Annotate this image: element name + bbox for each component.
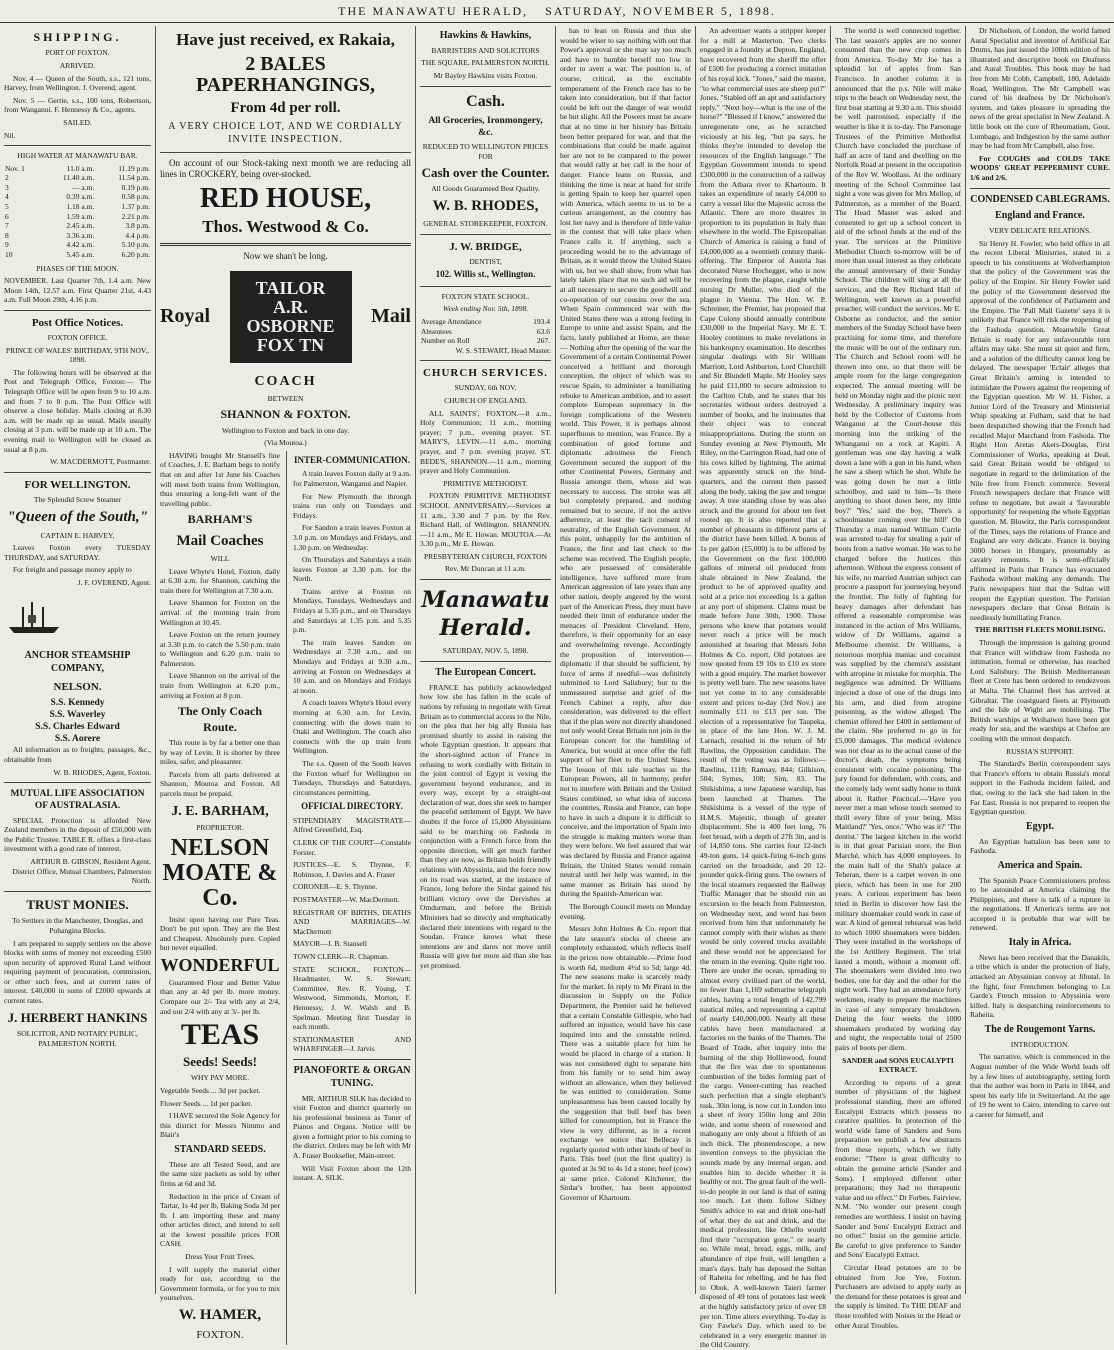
column-4 — [560, 26, 691, 1294]
coach-leave-1: Leave Whyte's Hotel, Foxton, daily at 6.30 a.m. for Shannon, catching the train there for Wellington at 7.30 a.m. — [160, 566, 280, 595]
ship-name: S.S. Kennedy — [50, 697, 105, 708]
mutual-text: SPECIAL Protection is afforded New Zealand members in the deposit of £50,000 with the Public Trustee. TABLE R. offers a first-class investment with a good rate of interest. — [4, 815, 151, 854]
hawkins-address: THE SQUARE, PALMERSTON NORTH. — [421, 58, 550, 68]
masthead — [0, 0, 1114, 23]
coach-label: COACH — [254, 373, 317, 389]
will-label: WILL — [210, 553, 230, 563]
having-text: HAVING bought Mr Stansell's line of Coaches, J. E. Barham begs to notify that on and after 1st June his Coaches will meet both trains from Wellington, thus ensuring a long-felt want of the travelling public. — [160, 450, 280, 508]
directory-entry: POSTMASTER—W. MacDermott. — [293, 895, 400, 905]
ad-paperhangings-l4: A VERY CHOICE LOT, AND WE CORDIALLY INVITE INSPECTION. — [168, 120, 403, 145]
tide-row: 2 11.40 a.m. 11.54 p.m. — [5, 173, 150, 183]
tide-heading: HIGH WATER AT MANAWATU BAR. — [17, 151, 138, 161]
steamer-sub: The Splendid Screw Steamer — [33, 494, 122, 504]
concert-text: FRANCE has publicly acknowledged how low she has fallen in the scale of nations by refusing to negotiate with Great Britain as to commercial access to the Nile, on the plea that her big ally Russia has promised shortly to assist in raising the whole Egyptian question. It appears that the short-sighted action of France in refusing to work cordially with Britain in the joint control of Egypt is vexing the government beyond endurance, and in every way, except by a straight-out declaration of war, does she seek to hamper the peaceful settlement of Egypt. We have doubts if the force of 15,000 Abyssinians said to be marching on Fashoda in conjunction with a French force from the opposite direction, will get much further than they are now, as Britain holds friendly relations with Abyssinia, and the force now on its road was started, at the instance of France, long before the Sirdar gained his brilliant victory over the Dervishes at Omdurman, and before the British Ministers had so directly and emphatically declared their intentions with regard to the Soudan. France knows what these intentions are and dares not move until Russia will give her more aid than she has yet promised. — [420, 682, 551, 970]
hawkins-sub: BARRISTERS AND SOLICITORS — [431, 45, 540, 55]
post-office-text: The following hours will be observed at the Post and Telegraph Office, Foxton:— The Telegraph Office will be open from 9 to 10 a.m. and from 7 to 8 p.m. The Post Office will observe a close holiday. Mails closing at 8.30 a.m. will be made up as usual. Mails usually closing at 3 p.m. will be made up at 10 a.m. The evening mail to Wellington will be closed as usual at 8 p.m. — [4, 367, 151, 454]
news-items: The world is well connected together. The last season's apples are no sooner consumed than the new crop comes in from America. To-day Mr Joe has a splendid lot of apples from San Francisco. In another column it is announced that the p.s. Nile will make trips to the beach on Wednesday next, the first boat starting at 9.30 a.m. This should be well patronised, especially if the weather is like it is to-day. The Parsonage Trustees of the Primitive Methodist Church have concluded the purchase of half an acre of land and dwelling on the Norfolk Road at present in the occupation of the Rev W. Woollass. At the ordinary meeting of the School Committee last night a vote was given for Mrs Mellop, of Palmerston, as a member of the Board. The Head Master was asked and consented to get up a school concert in aid of the school funds at the end of the year. The services at the Primitive Methodist Church to-morrow will be of more than usual interest as they celebrate the annual anniversary of their Sunday School. The children will sing at all the services, and the Rev Richard Hall of Wellington, well known as a powerful preacher, will conduct the services. Mr E. Osborne as conductor, and the senior members of the Sunday School have been practising for some time, and therefore the music will be out of the ordinary run. The Church and School room will be thrown into one, so that there will be ample room for the large congregation expected. The annual meeting will be held on Monday night and the picnic next Wednesday. A preliminary inquiry was held by the Collector of Customs from Wanganui at the Court-house this morning into the striking of the Whanganui on a rock at Kapiti. A gentleman was one day having a walk down a lane with a gun in his hand, when he saw a sheep which he shot. While he was going down he met a little schoolboy, and said to him—'Is there anything to shoot down here, my little boy?' 'Yes,' said the boy, 'There's a schoolmaster coming over the hill!' On Thursday a man named William Currie was arrested to-day for stealing a pair of boots from a native woman. He was to be charged before the Justices this afternoon. Without the express consent of his wife, no married Austrian subject can procure a passport for journeying beyond the frontier. The folly of fighting for heavy damages after defendant has offered a reasonable compromise was instanced in the action of Mrs Williams, widow of Dr Williams, against a Melbourne chemist. Dr Williams, a notorious morphia maniac and cocainist was supplied by the chemist's assistant with atropine in mistake for morphia. The negligence was admitted. Dr Williams injected a dose of one of the drugs into his arm, and died from atropine poisoning, as the widow alleged. The chemist offered her £400 in settlement of the claim. She preferred to go in for £5,000 damages. The medical evidence was not clear as to the actual cause of the doctor's death, the symptoms being consistent with cocaine poisoning. The jury found for defendant, with costs, and the comely lady went sadly home to think about it. Rather Practical.—'Have you never met a man whose touch seemed to thrill every fibre of your being, Miss Maitland?' 'Yes, once.' 'Who was it?' 'The dentist.' The largest kitchen in the world is in that great Parisian store, the Bon Marché, which has 4,000 employees. In the main hall of the Shah's palace at Teheran, there is a carpet woven in one piece, which has been in use for 200 years. A curious experiment has been tried in Berlin to discover how fast the military shoemaker could work in case of war. A kind of general rehearsal was held to which 1000 shoemakers were bidden. They were installed in the workshops of the 1st Artillery Regiment. The trial lasted a month, without a moment off. The shoemakers were divided into two bodies, one for day and the other for the night work. They had an attendance forty workmen, ready to prepare the machines in case of any temporary breakdown. During the four weeks the 1000 shoemakers produced by working day and night, the respectable total of 2500 pairs of boots per diem. — [835, 26, 961, 1052]
tide-row: 7 2.45 a.m. 3.8 p.m. — [5, 221, 150, 231]
directory-entry: TOWN CLERK—R. Chapman. — [293, 951, 389, 961]
ships-list — [4, 697, 151, 746]
trust-heading: TRUST MONIES. — [26, 896, 129, 912]
between-label: BETWEEN — [267, 393, 304, 403]
dress-text: I will supply the material either ready for use, according to the Government formula, or for you to mix yourselves. — [160, 1264, 280, 1303]
red-house-heading: RED HOUSE, — [199, 182, 372, 214]
column-6 — [835, 26, 961, 1330]
column-7 — [970, 26, 1110, 1294]
shannon-foxton: SHANNON & FOXTON. — [220, 407, 351, 422]
moon-phases: NOVEMBER. Last Quarter 7th, 1.4 a.m. New Moon 14th, 12.57 a.m. First Quarter 21st, 4.43 a.m. Full Moon 29th, 4.16 p.m. — [4, 276, 151, 305]
directory-entry: JUSTICES—E. S. Thynne, F. Robinson, J. Davies and A. Fraser — [293, 860, 411, 879]
rougemont-text: The narrative, which is commenced in the August number of the Wide World leads off by a few lines of autobiography, setting forth that the author was born in Paris in 1844, and spent his early life in Switzerland. At the age of 19 he went to Cairo, intending to carve out a career for himself, and — [970, 1052, 1110, 1119]
dress-heading: Dress Your Fruit Trees. — [185, 1252, 255, 1262]
flower-seeds: Flower Seeds ... 1d per packet. — [160, 1098, 253, 1108]
column-rule — [155, 26, 156, 1294]
train-text: On Thursdays and Saturdays a train leaves Foxton at 3.30 p.m. for the North. — [293, 555, 411, 584]
post-office-holiday: PRINCE OF WALES' BIRTHDAY, 9TH NOV., 1898. — [5, 345, 150, 365]
italy-text: News has been received that the Danakils, a tribe which is under the protection of Italy, attacked an Abyssinian convoy at Jibutal. In the fight, four Frenchmen belonging to Lu Garde's French mission to Abyssinia were killed. Italy is despatching reinforcements to Raheita. — [970, 952, 1110, 1020]
hawkins-visit: Mr Bayley Hawkins visits Foxton. — [433, 70, 538, 80]
arrived-label: ARRIVED. — [59, 60, 96, 70]
freight-text: For freight and passage money apply to — [13, 565, 132, 575]
inter-communication: INTER-COMMUNICATION. — [293, 454, 411, 465]
standard-seeds: STANDARD SEEDS. — [174, 1143, 266, 1155]
hamer-name: W. HAMER, — [178, 1307, 262, 1324]
why-pay: WHY PAY MORE. — [190, 1073, 250, 1083]
news-items: Messrs John Holmes & Co. report that the late season's stocks of cheese are completely exhausted, which reflects itself in the prices now obtainable.—Prime food is worth 6d, medium 4½d to 5d; large 4d. The new seasons make is scarcely ready for the market. In reply to Mr Pirani in the discussion in Supply on the Police Department, the Premier said he believed that a certain Constable Gillespie, who had suffered an injustice, would have his case inquired into and the constable retired. There was a suitable place for him he would be placed in charge of a station. It was not considered right to separate him from his family or to send him away without an allowance, when they believed he was entitled to consideration. Some unpleasantness has been caused locally by the suggestion that bull beef has been killed for consumption, but in France the view is very different, as in a recent exchange we notice that Bellecay is regularly quoted with other kinds of beef in Paris. This beef (not the first quality) is quoted at 3s 9d to 4s 1d a stone; beef (cow) at same price. Colonel Kitchener, the Sirdar's brother, has been appointed Governor of Khartoum. — [560, 924, 691, 1202]
masthead-date: SATURDAY, NOVEMBER 5, 1898. — [545, 4, 776, 18]
train-text: For Sandon a train leaves Foxton at 3.0 p.m. on Mondays and Fridays, and 1.30 p.m. on Wednesday. — [293, 523, 411, 552]
train-text: Trains arrive at Foxton on Mondays, Tuesdays, Wednesdays and Fridays at 5.35 p.m., and on Thursdays and Saturdays at 1.35 p.m. and 5.35 p.m. — [293, 586, 411, 635]
train-text: The train leaves Sandon on Wednesdays at 7.30 a.m., and on Mondays and Fridays at 9.30 a.m., arriving at Foxton on Wednesdays at 10 a.m. and on Mondays and Fridays at noon. — [293, 637, 411, 695]
school-week: Week ending Nov. 5th, 1898. — [442, 304, 529, 314]
train-text: A coach leaves Whyte's Hotel every morning at 6.30 a.m. for Levin, connecting with the down train to Otaki and Wellington. The coach also connects with the up train from Wellington. — [293, 698, 411, 756]
ship-name: S.S. Waverley — [49, 709, 106, 720]
america-spain-heading: America and Spain. — [997, 859, 1083, 871]
counter: Cash over the Counter. — [421, 164, 550, 180]
post-office-sub: FOXTON OFFICE. — [47, 333, 108, 343]
standard-text: These are all Tested Seed, and are the same size packets as sold by other firms at 6d and 3d. — [160, 1159, 280, 1188]
barham-name: J. E. BARHAM, — [171, 803, 269, 819]
directory-entry: CORONER—E. S. Thynne. — [293, 882, 378, 892]
church-heading: CHURCH SERVICES. — [422, 367, 549, 380]
directory-entry: STIPENDIARY MAGISTRATE—Alfred Greenfield, Esq. — [293, 815, 411, 835]
tide-row: 9 4.42 a.m. 5.10 p.m. — [5, 240, 150, 250]
wellington-heading: FOR WELLINGTON. — [24, 478, 131, 491]
wonderful-text: Guaranteed Flour and Better Value than any at 4d per lb. more money. Compare our 2/- Tea with any at 2/4, and our 2/4 with any at 3/- per lb. — [160, 977, 280, 1016]
anchor-agent: W. B. RHODES, Agent, Foxton. — [53, 767, 151, 777]
silk-text: MR. ARTHUR SILK has decided to visit Foxton and district quarterly on his professional business as Tuner of Pianos and Organs. Notice will be given a fortnight prior to his coming to the district. Orders may be left with Mr A. Fraser Bookseller, Main-street. — [293, 1093, 411, 1161]
train-text: The s.s. Queen of the South leaves the Foxton wharf for Wellington on Tuesdays, Thursdays and Saturdays, circumstances permitting. — [293, 758, 411, 797]
church-date: SUNDAY, 6th NOV. — [454, 383, 517, 393]
nelson-moate-text: Insist upon having our Pure Teas. Don't be put upon. They are the Best and Cheapest. Absolutely pure. Copied but never equalled. — [160, 914, 280, 953]
silk-text: Will Visit Foxton about the 12th instant. A. SILK. — [293, 1163, 411, 1183]
agency-text: I HAVE secured the Sole Agency for this district for Messrs Nimmo and Blair's — [160, 1111, 280, 1140]
presb-text: Rev. Mr Duncan at 11 a.m. — [445, 564, 526, 574]
potatoes-text: Circular Head potatoes are to be obtained from Joe Yee, Foxton. Purchasers are advised to apply early as the demand for these potatoes is great and the supply is limited. To THE DEAF and those troubled with Noises in the Head or other Aural Troubles. — [835, 1263, 961, 1330]
column-3 — [420, 26, 551, 1294]
primitive-text: FOXTON PRIMITIVE METHODIST SCHOOL ANNIVERSARY.—Services at 11 a.m., 3.30 and 7 p.m. by the Rev. Richard Hall, of Wellington. SHANNON.—11 a.m., Mr E. Howan. MOUTOA.—At 3.30 p.m., Mr E. Howan. — [420, 491, 551, 549]
pianoforte-heading: PIANOFORTE & ORGAN TUNING. — [293, 1064, 411, 1089]
parcels-text: Parcels from all parts delivered at Shannon, Moutoa and Foxton. All parcels must be prepaid. — [160, 769, 280, 798]
veg-seeds: Vegetable Seeds ... 3d per packet. — [160, 1085, 261, 1095]
moon-heading: PHASES OF THE MOON. — [36, 263, 119, 273]
england-france-heading: England and France. — [995, 210, 1085, 222]
column-rule — [415, 26, 416, 1294]
column-2 — [160, 26, 411, 1342]
school-heading: FOXTON STATE SCHOOL. — [441, 291, 530, 301]
masthead-title: THE MANAWATU HERALD, — [338, 4, 529, 18]
hamer-location: FOXTON. — [196, 1329, 244, 1342]
groceries: All Groceries, Ironmongery, &c. — [428, 116, 543, 139]
hawkins-heading: Hawkins & Hawkins, — [439, 30, 532, 41]
reduced: REDUCED TO WELLINGTON PRICES FOR — [422, 142, 549, 161]
anchor-text: All information as to freights, passages, &c., obtainable from — [4, 745, 151, 765]
hankins-sub: SOLICITOR, AND NOTARY PUBLIC, PALMERSTON NORTH. — [17, 1029, 138, 1048]
fleet-heading: THE BRITISH FLEETS MOBILISING. — [974, 625, 1106, 635]
directory-entry: MAYOR—J. B. Stansell — [293, 939, 367, 949]
tide-row: 3 — a.m. 0.19 p.m. — [5, 182, 150, 192]
russia-text: The Standard's Berlin correspondent says that France's efforts to obtain Russia's moral support in the Fashoda incident failed, and that, owing to the lack she had taken in the Far East, Russia is not prepared to reopen the Egyptian question. — [970, 759, 1110, 817]
tide-row: Nov. 1 11.0 a.m. 11.19 p.m. — [5, 163, 150, 173]
coach-leave-3: Leave Foxton on the return journey at 3.30 p.m. to catch the 5.50 p.m. train to Wellington and 6.20 p.m. train to Palmerston. — [160, 630, 280, 668]
cablegrams-heading: CONDENSED CABLEGRAMS. — [970, 193, 1110, 205]
via-moutoa: (Via Moutoa.) — [264, 438, 307, 448]
egypt-text: An Egyptian battalion has been sent to Fashoda. — [970, 836, 1110, 856]
sanders-text: According to reports of a great number of physicians of the highest professional standing, there are offered Eucalypti Extracts which possess no curative qualities. In protection of the world wide fame of Sanders and Sons preparation we publish a few abstracts from these reports, which we fully endorse: "There is great difficulty to obtain the genuine article (Sander and Sons). I employed different other preparations; they had no therapeutic value and no effect." Dr Forbes, Fairview, N.M. "No wonder our present cough remedies are worthless. I insist on having Sander and Sons' Eucalypti Extract and no other." Insist on the genuine article. Be careful to give preference to Sander and Sons' Eucalypti Extract. — [835, 1077, 961, 1260]
head-master: W. S. STEWART, Head Master. — [455, 345, 551, 355]
nelson-moate: NELSON MOATE & Co. — [162, 835, 278, 912]
russia-heading: RUSSIA'S SUPPORT. — [1006, 746, 1074, 756]
rougemont-heading: The de Rougemont Yarns. — [984, 1024, 1096, 1036]
column-rule — [695, 26, 696, 1294]
directory-entry: REGISTRAR OF BIRTHS, DEATHS AND MARRIAGES—W. MacDermott — [293, 907, 411, 936]
dentist-label: DENTIST, — [469, 256, 502, 266]
shan-line: Now we shan't be long. — [243, 250, 328, 261]
royal-label: Royal — [160, 305, 210, 328]
trust-sub: To Settlers in the Manchester, Douglas, and Pohangina Blocks. — [12, 916, 143, 935]
school-table: Average Attendance 193.4 Absentees 63.6 Number on Roll 267. — [421, 316, 550, 346]
steamer-name: "Queen of the South," — [7, 509, 148, 526]
mail-label: Mail — [371, 305, 411, 328]
fleet-text: Through the impression is gaining ground that France will withdraw from Fashoda no intimation, formal or otherwise, has reached Lord Salisbury. The British Mediterranean fleet at Crete has been ordered to rendezvous at Malta. The Channel fleet has arrived at Gibraltar. The coastguard fleets at Plymouth and the Isle of Wight are mobilising. The British warships at Weihaiwei have been got ready for sea, and the warships at Chefoo are cooling with the utmost despatch. — [970, 638, 1110, 743]
england-france-sub: VERY DELICATE RELATIONS. — [988, 226, 1091, 236]
tailor-logo: TAILOR A.R. OSBORNE FOX TN — [230, 271, 352, 363]
hankins-name: J. HERBERT HANKINS — [7, 1009, 148, 1025]
coach-leave-2: Leave Shannon for Foxton on the arrival of the morning train from Wellington at 10.45. — [160, 598, 280, 627]
rhodes-name: W. B. RHODES, — [432, 197, 539, 214]
herald-date: SATURDAY, NOV. 5, 1898. — [442, 646, 529, 656]
sailed-nil: Nil. — [4, 130, 16, 140]
rougemont-intro: INTRODUCTION. — [1010, 1039, 1070, 1049]
church-england: CHURCH OF ENGLAND. — [444, 395, 527, 405]
train-text: For New Plymouth the through trains run only on Tuesdays and Fridays. — [293, 491, 411, 520]
ship-icon — [4, 597, 64, 637]
tide-row: 6 1.59 a.m. 2.21 p.m. — [5, 211, 150, 221]
directory-entry: STATIONMASTER AND WHARFINGER—J. Jarvis — [293, 1034, 411, 1054]
sailed-label: SAILED. — [63, 117, 92, 127]
tide-row: 4 0.39 a.m. 0.58 p.m. — [5, 192, 150, 202]
column-rule — [965, 26, 966, 1294]
barham-right — [286, 451, 411, 1345]
captain: CAPTAIN E. HARVEY, — [40, 530, 115, 540]
tide-row: 10 5.45 a.m. 6.20 p.m. — [5, 250, 150, 260]
barham-left — [160, 451, 280, 1345]
trust-text: I am prepared to supply settlers on the above blocks with sums of money not exceeding £500 upon security of approved Rural Land without requiring payment of procuration, commission, or other such fees, and at current rates of interest. £40,000 in sums of £2000 upwards at current rates. — [4, 938, 151, 1006]
directory-entry: CLERK OF THE COURT—Constable Forster. — [293, 838, 411, 857]
bridge-address: 102. Willis st., Wellington. — [435, 269, 536, 280]
only-coach: The Only Coach Route. — [177, 704, 262, 734]
train-text: A train leaves Foxton daily at 9 a.m. for Palmerston, Wanganui and Napier. — [293, 469, 411, 488]
teas-heading: TEAS — [180, 1018, 260, 1052]
stocktaking-text: On account of our Stock-taking next month we are reducing all lines in CROCKERY, being over-stocked. — [160, 157, 411, 180]
column-rule — [555, 26, 556, 1294]
tide-row: 8 3.36 a.m. 4.4 p.m. — [5, 230, 150, 240]
egypt-heading: Egypt. — [1025, 820, 1055, 832]
steamer-schedule: Leaves Foxton every TUESDAY THURSDAY, and SATURDAY. — [4, 543, 151, 562]
ad-paperhangings-l1: Have just received, ex Rakaia, — [176, 30, 395, 49]
nicholson-text: Dr Nicholson, of London, the world famed Aural Specialist and inventor of Artificial Ear Drums, has just issued the 100th edition of his illustrated and descriptive book on Deafness and Aural Troubles. This book may be had free from Mr Cobb, Campbell, 180, Adelaide Road, Wellington. The Mr Campbell was cured of his deafness by Dr Nicholson's system, and takes pleasure in spreading the news of the great specialist in New Zealand. A little book on the cure of Rheumatism, Gout, Lumbago, and Indigestion by the same author may be had from Mr Campbell, also free. — [970, 26, 1110, 151]
concert-heading: The European Concert. — [435, 666, 536, 678]
wonderful-heading: WONDERFUL — [160, 954, 280, 975]
port-name: PORT OF FOXTON. — [45, 48, 110, 58]
postmaster-signature: W. MACDERMOTT, Postmaster. — [49, 457, 151, 467]
america-spain-text: The Spanish Peace Commissioners profess to be astounded at America claiming the Philippines, and there is talk of a rupture in the negotiations. If America's terms are not accepted it is probable that war will be renewed. — [970, 875, 1110, 933]
presb-heading: PRESBYTERIAN CHURCH, FOXTON — [423, 551, 547, 561]
ad-paperhangings-l2: 2 BALES PAPERHANGINGS, — [195, 52, 376, 96]
primitive-heading: PRIMITIVE METHODIST. — [443, 478, 528, 488]
arrival-entry: Nov. 5 — Gertie, s.s., 100 tons, Robertson, from Wanganui. F. Hennessy & Co., agents. — [4, 95, 151, 115]
ship-name: S.S. Aorere — [54, 734, 101, 745]
westwood-name: Thos. Westwood & Co. — [202, 216, 369, 236]
mutual-heading: MUTUAL LIFE ASSOCIATION OF AUSTRALASIA. — [10, 789, 145, 812]
only-coach-text: This route is by far a better one than by way of Levin. It is shorter by three miles, safer, and pleasanter. — [160, 737, 280, 767]
official-directory: OFFICIAL DIRECTORY. — [301, 801, 403, 812]
royal-mail-row — [160, 265, 411, 369]
barham-heading: BARHAM'S — [187, 512, 253, 527]
shipping-heading: SHIPPING. — [33, 30, 122, 44]
anchor-nelson: NELSON. — [53, 680, 102, 693]
bridge-name: J. W. BRIDGE, — [449, 240, 522, 253]
concert-continued: has to lean on Russia and thus she would be wiser to say nothing with out that Power's approval or she may say too much and have to humble herself too low in order to avert a war. The position is, of course, critical, as the excitable temperament of the French race has to be taken into consideration, but if that factor could be left out the danger of war would be but slight. All the Powers must be aware that at no time in her history has Britain been better prepared for war, and that the combinations that could be made against her are not to be compared to the power that would rally at her call in the hour of danger. France leans on Russia, and thinking the time is near at hand for strife is getting Spain to keep her quarrel open with America, which seems to us to be a curious arrangement, as the country has lost her navy and is therefore of little value in the contest that will take place when France calls it. If anything, such a proceeding would be to the advantage of Britain, as it would throw the United States with us, but we shall show, from what has lately taken place that no such aid will be at all necessary to secure the goodwill and co-operation of our cousins over the sea. When Spain commenced war with the United States there was a strong feeling in Europe to unite and assist Spain, and the facts, lately published at Home, are these:— Nothing after the opening of the war the Government of a certain Continental Power conceived a brilliant and thorough conception, the object of which was to rescue Spain, to administer a humiliating rebuke to American ambition, and to assert complete European supremacy in the foreign complications of the Western world. This Power, it is perhaps almost superfluous to mention, was France. By a combination of good fortune and diplomatic adroitness the French Government secured the support of the other Continental Powers, Germany and Russia amongst them, whose aid was necessary to success. The stroke was all but completely prepared, and nothing remained but to secure, if not the active adherence, at least the tacit consent of neutrality, of the English Government. At this point, unhappily for the ambition of France, the first and last check to the scheme was received. The English people, who are possessed of considerable intelligence, have suffered more from American aggression of late years than any other nation, deeply angered by the worst part of the American Press, they must have needed their limit of endurance under the menaces of President Cleveland. Here, therefore, is their opportunity for an easy and overwhelming revenge. Accordingly the proposition of intervention—diplomatic if that should be sufficient, by force of arms if needful—was definitely submitted to Lord Salisbury; but to the unmeasured surprise and grief of the French Cabinet a reply, after due consideration, was delivered to the effect that if the plan were not directly abandoned not only would Great Britain not join in the European concert for the humbling of America, but would at once offer the full support of her fleet to the United States. The lesson of this tale teaches us the European Powers, all in harmony, prefer not to interfere with Britain and the United States combined, so what idea of success the countries, Russia and France, can hope to have in such a dispute it is difficult to conceive, and the importation of Spain into the struggle is making matters worse than they were before. We feel assured that war was declared by Russia and France against Britain, the United States would remain neutral until her help was wanted, in the same manner as Britain has stood by during the Spanish-American war. — [560, 26, 692, 899]
freight-agent: J. F. OVEREND, Agent. — [77, 578, 151, 588]
arrival-entry: Nov. 4 — Queen of the South, s.s., 121 tons, Harvey, from Wellington. J. Overend, agent. — [4, 73, 151, 93]
anchor-heading: ANCHOR STEAMSHIP COMPANY, — [24, 650, 131, 674]
church-text: ALL SAINTS', FOXTON.—8 a.m., Holy Communion; 11 a.m., morning prayer; 7 p.m., evening prayer. ST. MARY'S, LEVIN.—11 a.m., morning prayer, and 7 p.m. evening prayer. ST. BEDE'S, SHANNON.—11 a.m., morning prayer and Holy Communion. — [420, 408, 551, 476]
italy-heading: Italy in Africa. — [1008, 937, 1072, 949]
coughs-ad: For COUGHS and COLDS TAKE WOODS' GREAT PEPPERMINT CURE. 1/6 and 2/6. — [970, 153, 1110, 182]
post-office-heading: Post Office Notices. — [31, 317, 124, 330]
column-5 — [700, 26, 827, 1350]
tide-table — [4, 164, 151, 260]
column-1 — [4, 26, 151, 1294]
herald-title: Manawatu Herald. — [421, 587, 550, 642]
seeds-heading: Seeds! Seeds! — [182, 1053, 258, 1069]
reduction-text: Reduction in the price of Cream of Tartar, 1s 4d per lb, Baking Soda 3d per lb. I am importing these and many other articles direct, and intend to sell at the lowest possible prices FOR CASH. — [160, 1191, 280, 1249]
cash-heading: Cash. — [466, 92, 505, 110]
directory-entry: STATE SCHOOL, FOXTON—Headmaster, W. S. Stewart; Committee, Rev. R. Young, T. Westwood, Simmonds, Morton, F. Hennessy, J. W. Walsh and B. Spelman. Meeting first Tuesday in each month. — [293, 964, 411, 1032]
storekeeper: GENERAL STOREKEEPER, FOXTON. — [423, 218, 548, 228]
ship-name: S.S. Charles Edward — [35, 722, 120, 733]
borough-council: The Borough Council meets on Monday evening. — [560, 902, 691, 921]
tide-row: 5 1.18 a.m. 1.37 p.m. — [5, 202, 150, 212]
coach-text: Wellington to Foxton and back in one day. — [221, 425, 350, 435]
proprietor-label: PROPRIETOR. — [196, 823, 244, 833]
ad-paperhangings-l3: From 4d per roll. — [230, 99, 341, 116]
england-france-text: Sir Henry H. Fowler, who held office in all the recent Liberal Ministries, stated in a speech to his constituents at Wolverhampton that the policy of the Government was the policy of the Empire. Sir Henry Fowler said the policy of the Government deserved the approval of the confidence of Parliament and the Empire. The 'Pall Mall Gazette' says it is unlikely that France will risk the reopening of the Fashoda question. Meanwhile Great Britain is ready for any unfavourable turn affairs may take. She must sit quiet and firm, and a solution of the difficulty cannot long be delayed. The newspaper 'Eclair' alleges that Great Britain's arming is intended to intimidate the Powers against the reopening of the Egyptian question. Mr W. H. Fisher, a Junior Lord of the Treasury and Ministerial Whip speaking at Fulham, said that he had been despatched showing that the French had recalled Major Marchand from Fashoda. The Right Hon Aretas Akers-Douglas, First Commissioner of Works, speaking at Deal, said Great Britain would be obliged to negotiate in regard to the delimitation of the Nile free from French commerce. Several French newspapers declare that France will refuse to negotiate, but await a 'favourable opportunity' for reopening the whole Egyptian question. M. Blowitz, the Paris correspondent of the Times, says the relations of France and England are very delicate. France is buying 3000 horses in Hungary, presumably as cavalry remounts. It is semi-officially affirmed in Paris that France has evacuated Fashoda without making any demands. The Paris newspapers hint that the Sultan will reopen the Egyptian question. The Parisian newspapers declare that Great Britain is needlessly humiliating France. — [970, 238, 1110, 622]
coach-leave-4: Leave Shannon on the arrival of the train from Wellington at 6.20 p.m., arriving at Foxton at 8 p.m. — [160, 671, 280, 700]
sanders-heading: SANDER and SONS EUCALYPTI EXTRACT. — [842, 1055, 954, 1075]
mail-coaches: Mail Coaches — [176, 532, 264, 549]
delivered: All Goods Guaranteed Best Quality. — [431, 184, 540, 194]
news-items: An advertiser wants a stripper keeper for a mill at Masterton. Two clerks engaged in a foundry at Depton, England, have recovered from the sheriff the offer of £500 for producing a correct imitation of his royal kick. "Jones," said the master, "to what commercial uses are sheep put?" Jones, "Stabled off an apt and satisfactory reply." "Next boy—what is the use of the horse?" "Blessed if I know," answered the unregenerate one, as he scratched viciously at his leg, "but pa says, he thinks they're intended to develop the resources of the English language." The Egyptian Government intends to spend £300,000 in the construction of a railway from the Atbara river to Khartoum. It takes an expenditure of nearly £4,000 to carry a vessel like the Majestic across the Atlantic. There are more theatres in proportion to its population in Italy than elsewhere in the world. The Episcopalian Church of America is raising a fund of £4,000,000 as a twentieth century thank-offering. The Emperor of Austria has decorated Nurse Hochegger, who is now recovering from the plague, caught while nursing Dr Muller, who died of the plague in Vienna. The Hon. W. P. Schreiner, the Premier, has proposed that Cape Colony should annually contribute £30,000 to the Imperial Navy. Mr E. T. Hooley continues to make revelations in his bankruptcy examination. He describes singular dealings with Sir William Marriott, Lord Ashburton, Lord Churchill and Sir Blundell Maple. Mr Hooley says he paid £11,000 to secure admission to the Carlton Club, and he states that his secretaries without orders destroyed a number of books, and he insinuates that their object was to conceal misappropriations. During the storm on Sunday evening at New Plymouth, Mr Riley, on the Carrington Road, had one of his cows killed by lightning. The animal was apparently struck on the hind-quarters, and the current then passed along the body, taking the jaw and tongue away. A tree standing close by was also struck and the ground for about ten feet rooted up. It is also reported that a number of pheasants in different parts of the district have been killed. A bonus of 1s per gallon (£5,000) is to be offered by the Government on the first 100,000 gallons of mineral oil produced from shale obtained in New Zealand, the product to be of approved quality and sold at a price not exceeding 1s a gallon at any port of shipment. Claims must be made before June 30th, 1900. Those persons who knew that potatoes would never reach a price will be much astonished at hearing that Messrs John Holmes & Co. report, Old potatoes are now quoted from £9 10s to £10 ex store with a good enquiry. The market however is pretty well bare. The new seasons have not yet come in to any considerable extent and prices to-day (3rd Nov.) are nominally £11 to £13 per ton. The election of a representative for Taupeka, in place of the late Hon. W. J. M. Larnach, resulted in the return of Mr Rawlins, the Opposition candidate. The result of the voting was as follows:—Rawlins, 1118; Ramsay, 844; Gilkison, 504; Symes, 108; Sim, 83. The Shikishima, a new Japanese warship, has been launched at Thames. The Shikishima is a vessel of the type of H.M.S. Majestic, though of greater displacement. She is 400 feet long, 76 feet broad, with a depth of 27ft 3in, and is of 14,850 tons. She carries four 12-inch 49-ton guns, 14 quick-firing 6-inch guns carried on the broadside, and 20 12-pounder quick-firing guns. The owners of the local steamers requested the Railway Traffic Manager that he should run an excursion to the beach from Palmerston, on Wednesday next, and word has been received from him that unfortunately he cannot comply with their wishes as there would be only covered trucks available and these would not be appreciated for the return in the evening. Quite right too. There are under the ocean, spreading to almost every civilised part of the world, no fewer than 1,169 submarine telegraph cables, having a total length of 142,799 nautical miles, and representing a capital of nearly £40,000,000. Nearly all these cables have been manufactured at factories on the banks of the Thames. The Board of Trade, after inquiry into the burning of the ship Hollinwood, found that the fire was due to spontaneous combustion of the bides forming part of the cargo. Veneer-cutting has reached such perfection that a single elephant's tusk, 30in long, is now cut in London into a sheet of ivory 150in long and 20in wide, and some sheets of rosewood and mahogany are only about a fiftieth of an inch thick. The phonendoscope, a new invention conveys to the physician the sounds made by any internal organ, and enables him to decide whether it is healthy or not. The great fault of the well-to-do people in our land is that of eating too much. Let them follow Sidney Smith's advice to eat and drink one-half of what they do eat and drink, and the medical profession, like Othello would find their "occupation gone," or nearly so. While meal, bread, eggs, milk, and abundance of ripe fruit, will lengthen a man's days. Italy has deposed the Sultan of Raheita for rebelling, and he has fled to Obok. A well-known Taieri farmer disposed of 49 tons of potatoes last week at the highly satisfactory price of over £8 per ton. Time alters everything. To-day is Guy Fawke's Day, which used to be celebrated in a very energetic manner in the Old Country. — [700, 26, 827, 1350]
mutual-agent: ARTHUR B. GIBSON, Resident Agent. District Office, Mutual Chambers, Palmerston North. — [12, 856, 151, 886]
column-rule — [830, 26, 831, 1294]
